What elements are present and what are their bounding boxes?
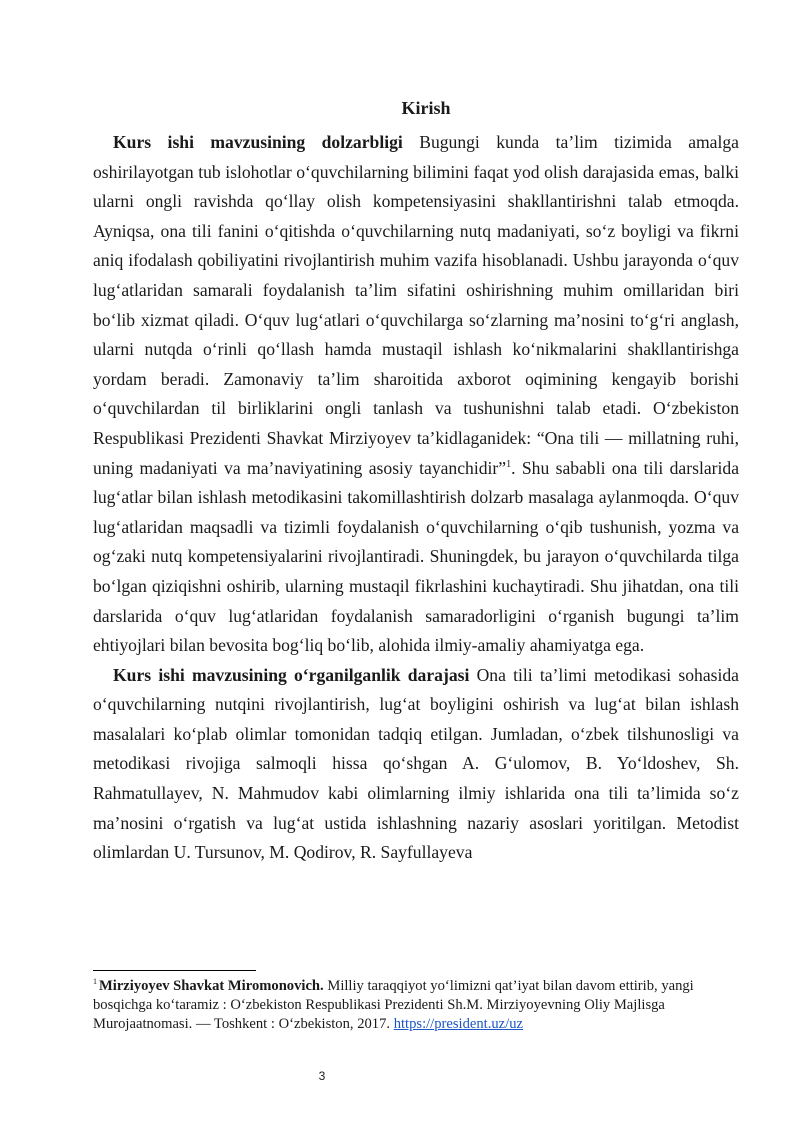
footnote-marker: 1: [93, 977, 97, 987]
body-text: [93, 128, 739, 868]
footnote-text: Milliy taraqqiyot yo‘limizni qat’iyat bilan davom ettirib, yangi bosqichga ko‘taramiz : O‘zbekiston Respublikasi Prezidenti Sh.M. Mirziyoyevning Oliy Majlisga Murojaatnomasi. — Toshkent : O‘zbekiston, 2017.: [93, 978, 694, 1032]
paragraph-study-level: [93, 661, 739, 868]
paragraph-text: Ona tili ta’limi metodikasi sohasida o‘quvchilarning nutqini rivojlantirish, lug‘at boyligini oshirish va lug‘at bilan ishlash masalalari ko‘plab olimlar tomonidan tadqiq etilgan. Jumladan, o‘zbek tilshunosligi va metodikasi rivojiga salmoqli hissa qo‘shgan A. G‘ulomov, B. Yo‘ldoshev, Sh. Rahmatullayev, N. Mahmudov kabi olimlarning ilmiy ishlarida ona tili ta’limida so‘z ma’nosini o‘rgatish va lug‘at ustida ishlashning nazariy asoslari yoritilgan. Metodist olimlardan U. Tursunov, M. Qodirov, R. Sayfullayeva: [93, 664, 739, 863]
paragraph-text: Bugungi kunda ta’lim tizimida amalga oshirilayotgan tub islohotlar o‘quvchilarning bilimini faqat yod olish darajasida emas, balki ularni ongli ravishda qo‘llay olish kompetensiyasini shakllantirishni talab etmoqda. Ayniqsa, ona tili fanini o‘qitishda o‘quvchilarning nutq madaniyati, so‘z boyligi va fikrni aniq ifodalash qobiliyatini rivojlantirish muhim vazifa hisoblanadi. Ushbu jarayonda o‘quv lug‘atlaridan samarali foydalanish ta’lim sifatini oshirishning muhim omillaridan biri bo‘lib xizmat qiladi. O‘quv lug‘atlari o‘quvchilarga so‘zlarning ma’nosini to‘g‘ri anglash, ularni nutqda o‘rinli qo‘llash hamda mustaqil ishlash ko‘nikmalarini shakllantirishga yordam beradi. Zamonaviy ta’lim sharoitida axborot oqimining kengayib borishi o‘quvchilardan til birliklarini ongli tanlash va tushunishni talab etadi. O‘zbekiston Respublikasi Prezidenti Shavkat Mirziyoyev ta’kidlaganidek: “Ona tili — millatning ruhi, uning madaniyati va ma’naviyatining asosiy tayanchidir”: [93, 132, 739, 478]
footnote-link[interactable]: https://president.uz/uz: [393, 1016, 523, 1032]
page-number: 3: [318, 1069, 326, 1083]
page-title: Kirish: [401, 98, 451, 118]
footnote-divider: [93, 970, 256, 971]
paragraph-lead: Kurs ishi mavzusining dolzarbligi: [113, 132, 403, 152]
paragraph-text: . Shu sababli ona tili darslarida lug‘atlar bilan ishlash metodikasini takomillashtirish dolzarb masalaga aylanmoqda. O‘quv lug‘atlaridan maqsadli va tizimli foydalanish o‘quvchilarning o‘qib tushunish, yozma va og‘zaki nutq kompetensiyalarini rivojlantiradi. Shuningdek, bu jarayon o‘quvchilarda tilga bo‘lgan qiziqishni oshirib, ularning mustaqil fikrlashini kuchaytiradi. Shu jihatdan, ona tili darslarida o‘quv lug‘atlaridan foydalanish samaradorligini o‘rganish bugungi ta’lim ehtiyojlari bilan bevosita bog‘liq bo‘lib, alohida ilmiy-amaliy ahamiyatga ega.: [93, 457, 739, 656]
paragraph-lead: Kurs ishi mavzusining o‘rganilganlik darajasi: [113, 664, 470, 685]
footnote-author: Mirziyoyev Shavkat Miromonovich.: [99, 978, 324, 994]
footnote-reference[interactable]: 1: [506, 458, 512, 470]
paragraph-relevance: [93, 128, 739, 661]
footnote: [93, 977, 739, 1034]
